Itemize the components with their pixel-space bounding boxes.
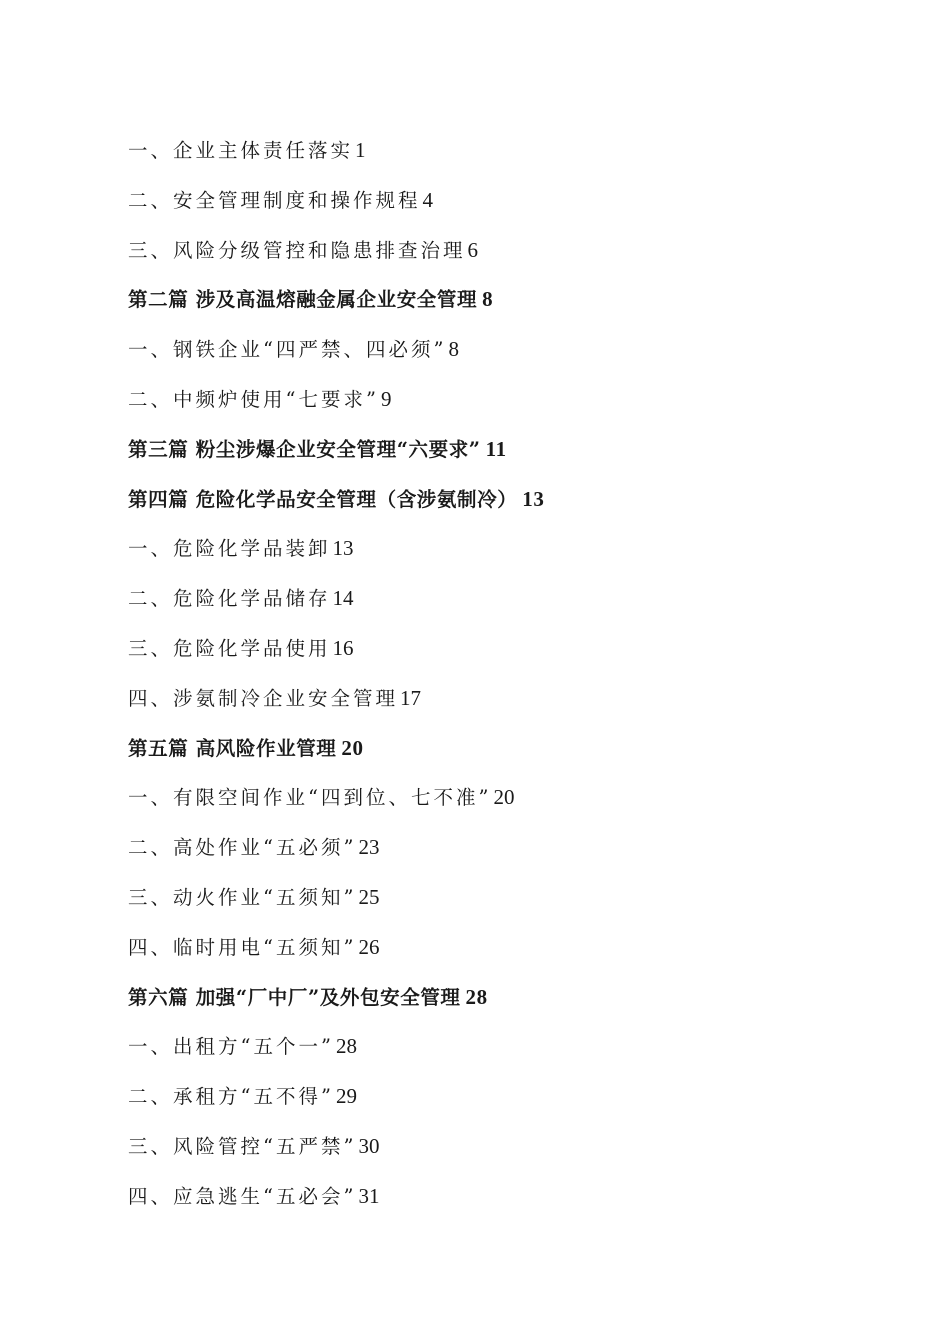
toc-chapter-text: 第三篇 粉尘涉爆企业安全管理“六要求” (128, 437, 481, 461)
toc-page-number: 20 (493, 785, 515, 810)
toc-entry-1[interactable] (128, 128, 908, 178)
toc-entry-10[interactable] (128, 576, 908, 626)
toc-entry-3[interactable] (128, 228, 908, 278)
toc-entry-text: 二、高处作业“五必须” (128, 836, 357, 860)
toc-entry-text: 四、应急逃生“五必会” (128, 1184, 357, 1208)
toc-entry-2[interactable] (128, 178, 908, 228)
table-of-contents (128, 128, 908, 1224)
toc-entry-text: 四、涉氨制冷企业安全管理 (128, 686, 399, 710)
toc-entry-text: 二、危险化学品储存 (128, 587, 331, 611)
toc-entry-text: 一、企业主体责任落实 (128, 139, 354, 162)
toc-page-number: 20 (341, 735, 364, 760)
toc-chapter-text: 第六篇 加强“厂中厂”及外包安全管理 (128, 985, 461, 1009)
toc-page-number: 31 (358, 1183, 380, 1208)
toc-entry-22[interactable] (128, 1174, 908, 1224)
toc-entry-text: 二、安全管理制度和操作规程 (128, 188, 421, 212)
toc-chapter-text: 第四篇 危险化学品安全管理（含涉氨制冷） (128, 487, 518, 511)
toc-page-number: 28 (465, 984, 488, 1009)
toc-entry-text: 四、临时用电“五须知” (128, 935, 357, 959)
toc-entry-15[interactable] (128, 825, 908, 875)
toc-chapter-5[interactable] (128, 726, 908, 776)
toc-page-number: 17 (400, 685, 422, 710)
toc-page-number: 8 (448, 337, 459, 362)
toc-entry-16[interactable] (128, 875, 908, 925)
toc-page-number: 13 (332, 536, 354, 561)
toc-entry-text: 二、中频炉使用“七要求” (128, 387, 379, 411)
toc-chapter-3[interactable] (128, 427, 908, 477)
toc-page-number: 14 (332, 586, 354, 611)
toc-page-number: 11 (485, 436, 507, 461)
toc-entry-text: 三、风险管控“五严禁” (128, 1134, 357, 1158)
toc-page-number: 25 (358, 884, 380, 909)
toc-entry-text: 一、有限空间作业“四到位、七不准” (128, 786, 492, 810)
toc-entry-text: 一、钢铁企业“四严禁、四必须” (128, 338, 447, 362)
toc-page-number: 16 (332, 635, 354, 660)
toc-page-number: 9 (380, 386, 392, 411)
toc-page-number: 30 (358, 1133, 380, 1158)
toc-page-number: 26 (358, 934, 380, 959)
toc-entry-20[interactable] (128, 1074, 908, 1124)
toc-entry-text: 三、风险分级管控和隐患排查治理 (128, 238, 466, 262)
toc-chapter-text: 第五篇 高风险作业管理 (128, 736, 337, 760)
toc-entry-9[interactable] (128, 526, 908, 576)
toc-entry-text: 三、动火作业“五须知” (128, 885, 357, 909)
toc-entry-text: 三、危险化学品使用 (128, 636, 331, 660)
toc-chapter-2[interactable] (128, 277, 908, 327)
toc-entry-17[interactable] (128, 925, 908, 975)
toc-entry-text: 一、出租方“五个一” (128, 1035, 334, 1059)
toc-page-number: 8 (482, 287, 494, 312)
toc-chapter-6[interactable] (128, 975, 908, 1025)
toc-entry-text: 二、承租方“五不得” (128, 1085, 334, 1109)
toc-page-number: 28 (335, 1034, 357, 1059)
toc-entry-5[interactable] (128, 327, 908, 377)
toc-page-number: 4 (422, 187, 434, 212)
toc-page-number: 13 (522, 486, 545, 511)
toc-entry-6[interactable] (128, 377, 908, 427)
toc-chapter-4[interactable] (128, 477, 908, 527)
toc-page-number: 29 (335, 1084, 357, 1109)
toc-page-number: 1 (355, 138, 366, 162)
toc-entry-11[interactable] (128, 626, 908, 676)
toc-entry-21[interactable] (128, 1124, 908, 1174)
toc-page-number: 6 (467, 237, 479, 262)
toc-entry-12[interactable] (128, 676, 908, 726)
toc-page-number: 23 (358, 835, 380, 860)
toc-entry-14[interactable] (128, 775, 908, 825)
toc-chapter-text: 第二篇 涉及高温熔融金属企业安全管理 (128, 288, 478, 312)
toc-entry-19[interactable] (128, 1024, 908, 1074)
toc-entry-text: 一、危险化学品装卸 (128, 537, 331, 561)
